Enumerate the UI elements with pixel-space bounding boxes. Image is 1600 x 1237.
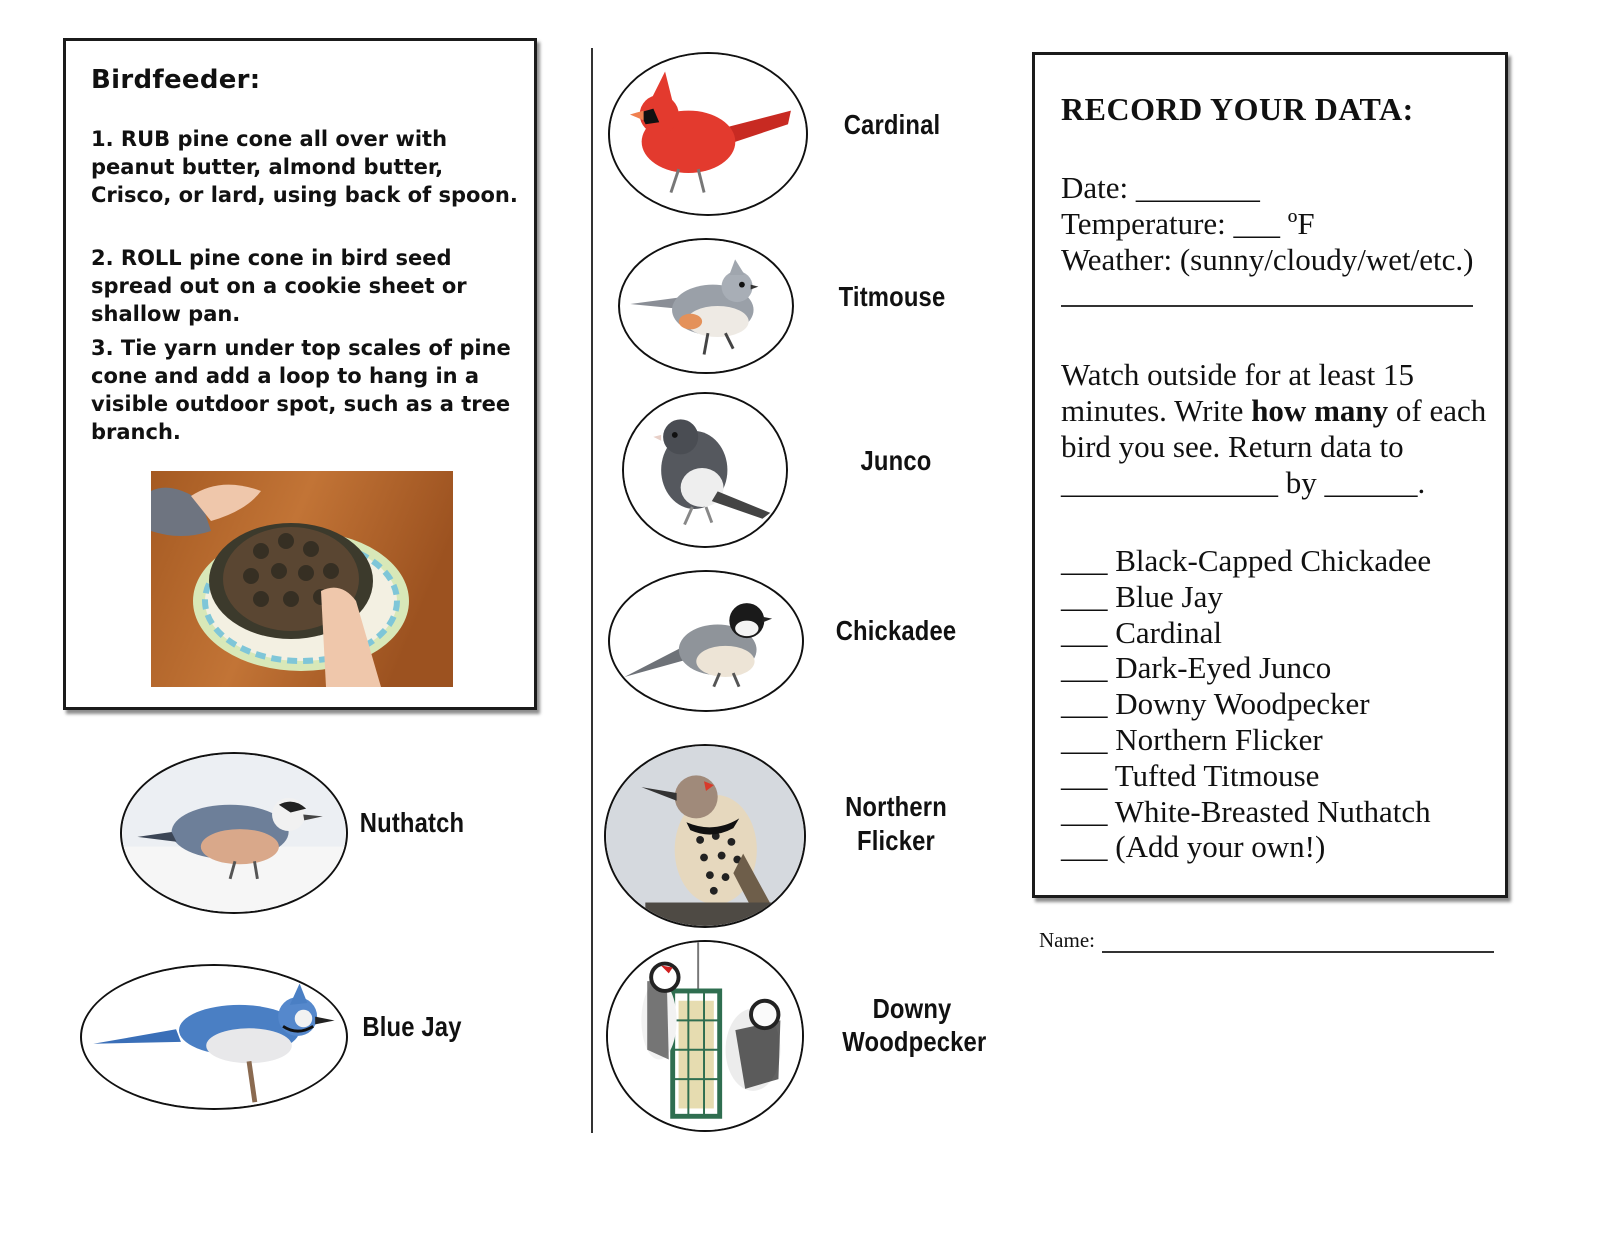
record-data-card xyxy=(1032,52,1508,898)
titmouse-photo xyxy=(618,238,794,374)
date-line: Date: ________ xyxy=(1061,170,1260,205)
tally-item: ___ Tufted Titmouse xyxy=(1061,757,1320,793)
pinecone-feeder-photo xyxy=(151,471,453,687)
nuthatch-label: Nuthatch xyxy=(359,807,465,838)
junco-label: Junco xyxy=(860,445,932,476)
northern-flicker-photo xyxy=(604,744,806,928)
downy-woodpecker-label-line1: Downy xyxy=(872,993,952,1024)
name-label: Name: xyxy=(1039,928,1095,952)
bird-tally-list xyxy=(1061,543,1431,865)
instructions-text-end: of each bird you see. Return data to ______________ by ______. xyxy=(1061,393,1487,500)
blue-jay-photo xyxy=(80,964,348,1110)
birdfeeder-title: Birdfeeder: xyxy=(91,65,261,95)
birdfeeder-step-1: 1. RUB pine cone all over with peanut butter, almond butter, Crisco, or lard, using back of spoon. xyxy=(91,127,518,207)
junco-photo xyxy=(622,392,788,548)
cardinal-photo xyxy=(608,52,808,216)
northern-flicker-label-line1: Northern xyxy=(845,791,947,822)
center-divider xyxy=(591,48,593,1133)
downy-woodpecker-label-line2: Woodpecker xyxy=(842,1026,987,1057)
instructions-text-start: Watch outside for at least 15 minutes. Write xyxy=(1061,357,1415,428)
tally-item: ___ (Add your own!) xyxy=(1061,829,1326,865)
titmouse-label: Titmouse xyxy=(838,281,946,312)
weather-answer-line xyxy=(1061,305,1473,307)
cardinal-label: Cardinal xyxy=(843,109,941,140)
chickadee-label: Chickadee xyxy=(835,615,957,646)
weather-line: Weather: (sunny/cloudy/wet/etc.) xyxy=(1061,242,1474,277)
downy-woodpecker-photo xyxy=(606,940,804,1132)
tally-item: ___ Cardinal xyxy=(1061,614,1222,650)
tally-item: ___ Downy Woodpecker xyxy=(1061,686,1370,722)
birdfeeder-instructions-card xyxy=(63,38,537,710)
tally-item: ___ Black-Capped Chickadee xyxy=(1061,543,1432,578)
instructions-emphasis: how many xyxy=(1251,393,1389,428)
northern-flicker-label-line2: Flicker xyxy=(857,825,935,856)
birdfeeder-step-2: 2. ROLL pine cone in bird seed spread out on a cookie sheet or shallow pan. xyxy=(91,246,467,326)
birdfeeder-step-3: 3. Tie yarn under top scales of pine cone and add a loop to hang in a visible outdoor spot, such as a tree branch. xyxy=(91,336,511,444)
temperature-line: Temperature: ___ ºF xyxy=(1061,206,1315,241)
observation-instructions xyxy=(1061,357,1491,501)
tally-item: ___ Blue Jay xyxy=(1061,578,1223,614)
name-answer-line xyxy=(1102,951,1494,953)
tally-item: ___ White-Breasted Nuthatch xyxy=(1061,793,1431,829)
tally-item: ___ Northern Flicker xyxy=(1061,721,1323,757)
record-title: RECORD YOUR DATA: xyxy=(1061,91,1414,127)
nuthatch-photo xyxy=(120,752,348,914)
tally-item: ___ Dark-Eyed Junco xyxy=(1061,650,1332,686)
chickadee-photo xyxy=(608,570,804,712)
blue-jay-label: Blue Jay xyxy=(362,1011,462,1042)
